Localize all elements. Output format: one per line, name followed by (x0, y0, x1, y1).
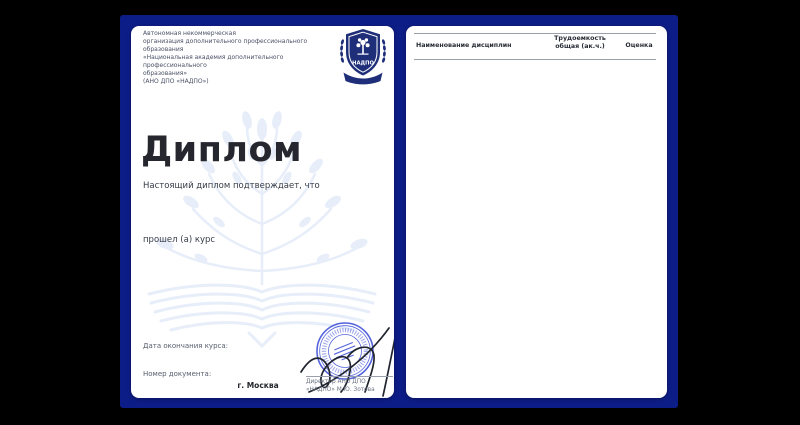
organization-name (143, 30, 323, 86)
org-line: организация дополнительного профессионального образования (143, 38, 308, 53)
director-line: Директор АНО ДПО (306, 379, 366, 385)
diploma-left-page (131, 26, 394, 398)
course-end-date-label: Дата окончания курса: (143, 342, 229, 350)
signature-line (306, 376, 393, 377)
column-header-grade: Оценка (625, 42, 653, 49)
nadpo-emblem-icon (339, 28, 387, 86)
org-line: Автономная некоммерческая (143, 30, 236, 37)
diploma-cover (120, 15, 678, 408)
column-header-workload (538, 35, 622, 51)
director-line: «НАДПО» М.Ю. Зотова (306, 386, 375, 393)
org-line: (АНО ДПО «НАДПО») (143, 78, 209, 85)
city-label: г. Москва (237, 381, 279, 390)
diploma-right-page (406, 26, 667, 398)
table-top-rule (414, 33, 656, 34)
org-line: «Национальная академия дополнительного профессионального (143, 54, 284, 69)
emblem-label: НАДПО (352, 60, 374, 67)
confirmation-text: Настоящий диплом подтверждает, что (143, 181, 320, 191)
workload-line: общая (ак.ч.) (555, 43, 605, 50)
director-title (306, 379, 375, 394)
diploma-title: Диплом (141, 130, 303, 170)
course-completion-text: прошел (а) курс (143, 235, 216, 245)
workload-line: Трудоемкость (554, 35, 606, 42)
table-header-rule (414, 59, 656, 60)
document-number-label: Номер документа: (143, 370, 212, 378)
org-line: образования» (143, 70, 188, 77)
column-header-discipline: Наименование дисциплин (416, 42, 512, 49)
